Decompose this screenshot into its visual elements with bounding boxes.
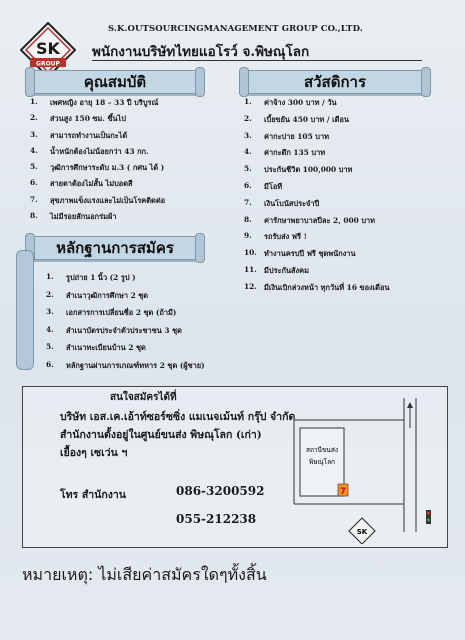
list-item: 11. มีประกันสังคม [244, 264, 309, 275]
branch-title: พนักงานบริษัทไทยแอโรว์ จ.พิษณุโลก [92, 44, 310, 60]
traffic-light-dot [427, 512, 430, 515]
qualifications-title: คุณสมบัติ [83, 73, 147, 91]
location-title: สนใจสมัครได้ที่ [110, 392, 177, 403]
list-item: 4. สำเนาบัตรประจำตัวประชาชน 3 ชุด [46, 324, 182, 335]
list-item: 8. ค่ารักษาพยาบาลปีละ 2, 000 บาท [244, 214, 376, 225]
company-address-line-3: เยื้องๆ เซเว่น ฯ [60, 447, 128, 459]
welfare-list [244, 97, 389, 299]
phone-label: โทร สำนักงาน [60, 489, 126, 501]
list-item: 1. เพศหญิง อายุ 18 – 33 ปี บริบูรณ์ [30, 97, 159, 107]
traffic-light-dot [427, 519, 430, 522]
logo-sub-text: GROUP [36, 60, 60, 68]
map-logo-text: SK [356, 528, 368, 536]
list-item: 7. เงินโบนัสประจำปี [244, 197, 320, 208]
phone-number-1[interactable]: 086-3200592 [176, 484, 265, 498]
header-divider [92, 60, 422, 61]
bus-terminal-label: สถานีขนส่ง [305, 446, 339, 454]
company-name: S.K.OUTSOURCINGMANAGEMENT GROUP CO.,LTD. [108, 24, 363, 34]
documents-banner [30, 236, 200, 260]
documents-list [46, 272, 205, 377]
list-item: 4. ค่ากะดึก 135 บาท [244, 147, 326, 158]
company-address-line-2: สำนักงานตั้งอยู่ในศูนย์ขนส่ง พิษณุโลก (เก่า) [60, 429, 262, 441]
bus-terminal-label: พิษณุโลก [308, 458, 336, 466]
list-item: 2. สำเนาวุฒิการศึกษา 2 ชุด [46, 289, 149, 300]
seven-eleven-label: 7 [339, 487, 347, 497]
qualifications-banner [30, 70, 200, 94]
company-address-line-1: บริษัท เอส.เค.เอ้าท์ซอร์ซซิ่ง แมเนจเม้นท์ กรุ๊ป จำกัด [60, 411, 296, 423]
list-item: 6. สายตาต้องไม่สั้น ไม่บอดสี [30, 178, 133, 189]
list-item: 2. เบี้ยขยัน 450 บาท / เดือน [244, 113, 349, 124]
list-item: 4. น้ำหนักต้องไม่น้อยกว่า 43 กก. [30, 145, 149, 156]
logo-text: SK [36, 39, 60, 58]
list-item: 3. เอกสารการเปลี่ยนชื่อ 2 ชุด (ถ้ามี) [46, 307, 177, 317]
list-item: 8. ไม่มีรอยสักนอกร่มผ้า [30, 211, 117, 222]
qualifications-list [30, 97, 165, 227]
list-item: 3. สามารถทำงานเป็นกะได้ [30, 129, 128, 140]
welfare-title: สวัสดิการ [303, 73, 367, 91]
list-item: 1. ค่าจ้าง 300 บาท / วัน [244, 97, 337, 107]
list-item: 6. หลักฐานผ่านการเกณฑ์ทหาร 2 ชุด (ผู้ชาย) [46, 359, 205, 370]
list-item: 7. สุขภาพแข็งแรงและไม่เป็นโรคติดต่อ [30, 194, 166, 205]
documents-title: หลักฐานการสมัคร [56, 239, 174, 257]
list-item: 6. มีโอที [244, 180, 283, 191]
phone-number-2[interactable]: 055-212238 [176, 512, 257, 526]
list-item: 5. วุฒิการศึกษาระดับ ม.3 ( กศน ได้ ) [30, 162, 165, 173]
list-item: 2. ส่วนสูง 150 ซม. ขึ้นไป [30, 113, 126, 124]
location-map [280, 394, 440, 544]
list-item: 12. มีเงินเบิกล่วงหน้า ทุกวันที่ 16 ของเดือน [244, 281, 390, 292]
list-item: 10. ทำงานครบปี ฟรี ชุดพนักงาน [244, 248, 356, 259]
list-item: 3. ค่ากะบ่าย 105 บาท [244, 130, 329, 141]
road-arrow-head [407, 402, 413, 408]
footer-note: หมายเหตุ: ไม่เสียค่าสมัครใดๆทั้งสิ้น [22, 565, 267, 584]
list-item: 5. ประกันชีวิต 100,000 บาท [244, 164, 353, 175]
list-item: 9. รถรับส่ง ฟรี ! [244, 231, 307, 242]
welfare-banner [244, 70, 426, 94]
list-item: 5. สำเนาทะเบียนบ้าน 2 ชุด [46, 342, 146, 352]
scroll-decoration [16, 250, 34, 370]
list-item: 1. รูปถ่าย 1 นิ้ว (2 รูป ) [46, 272, 136, 282]
